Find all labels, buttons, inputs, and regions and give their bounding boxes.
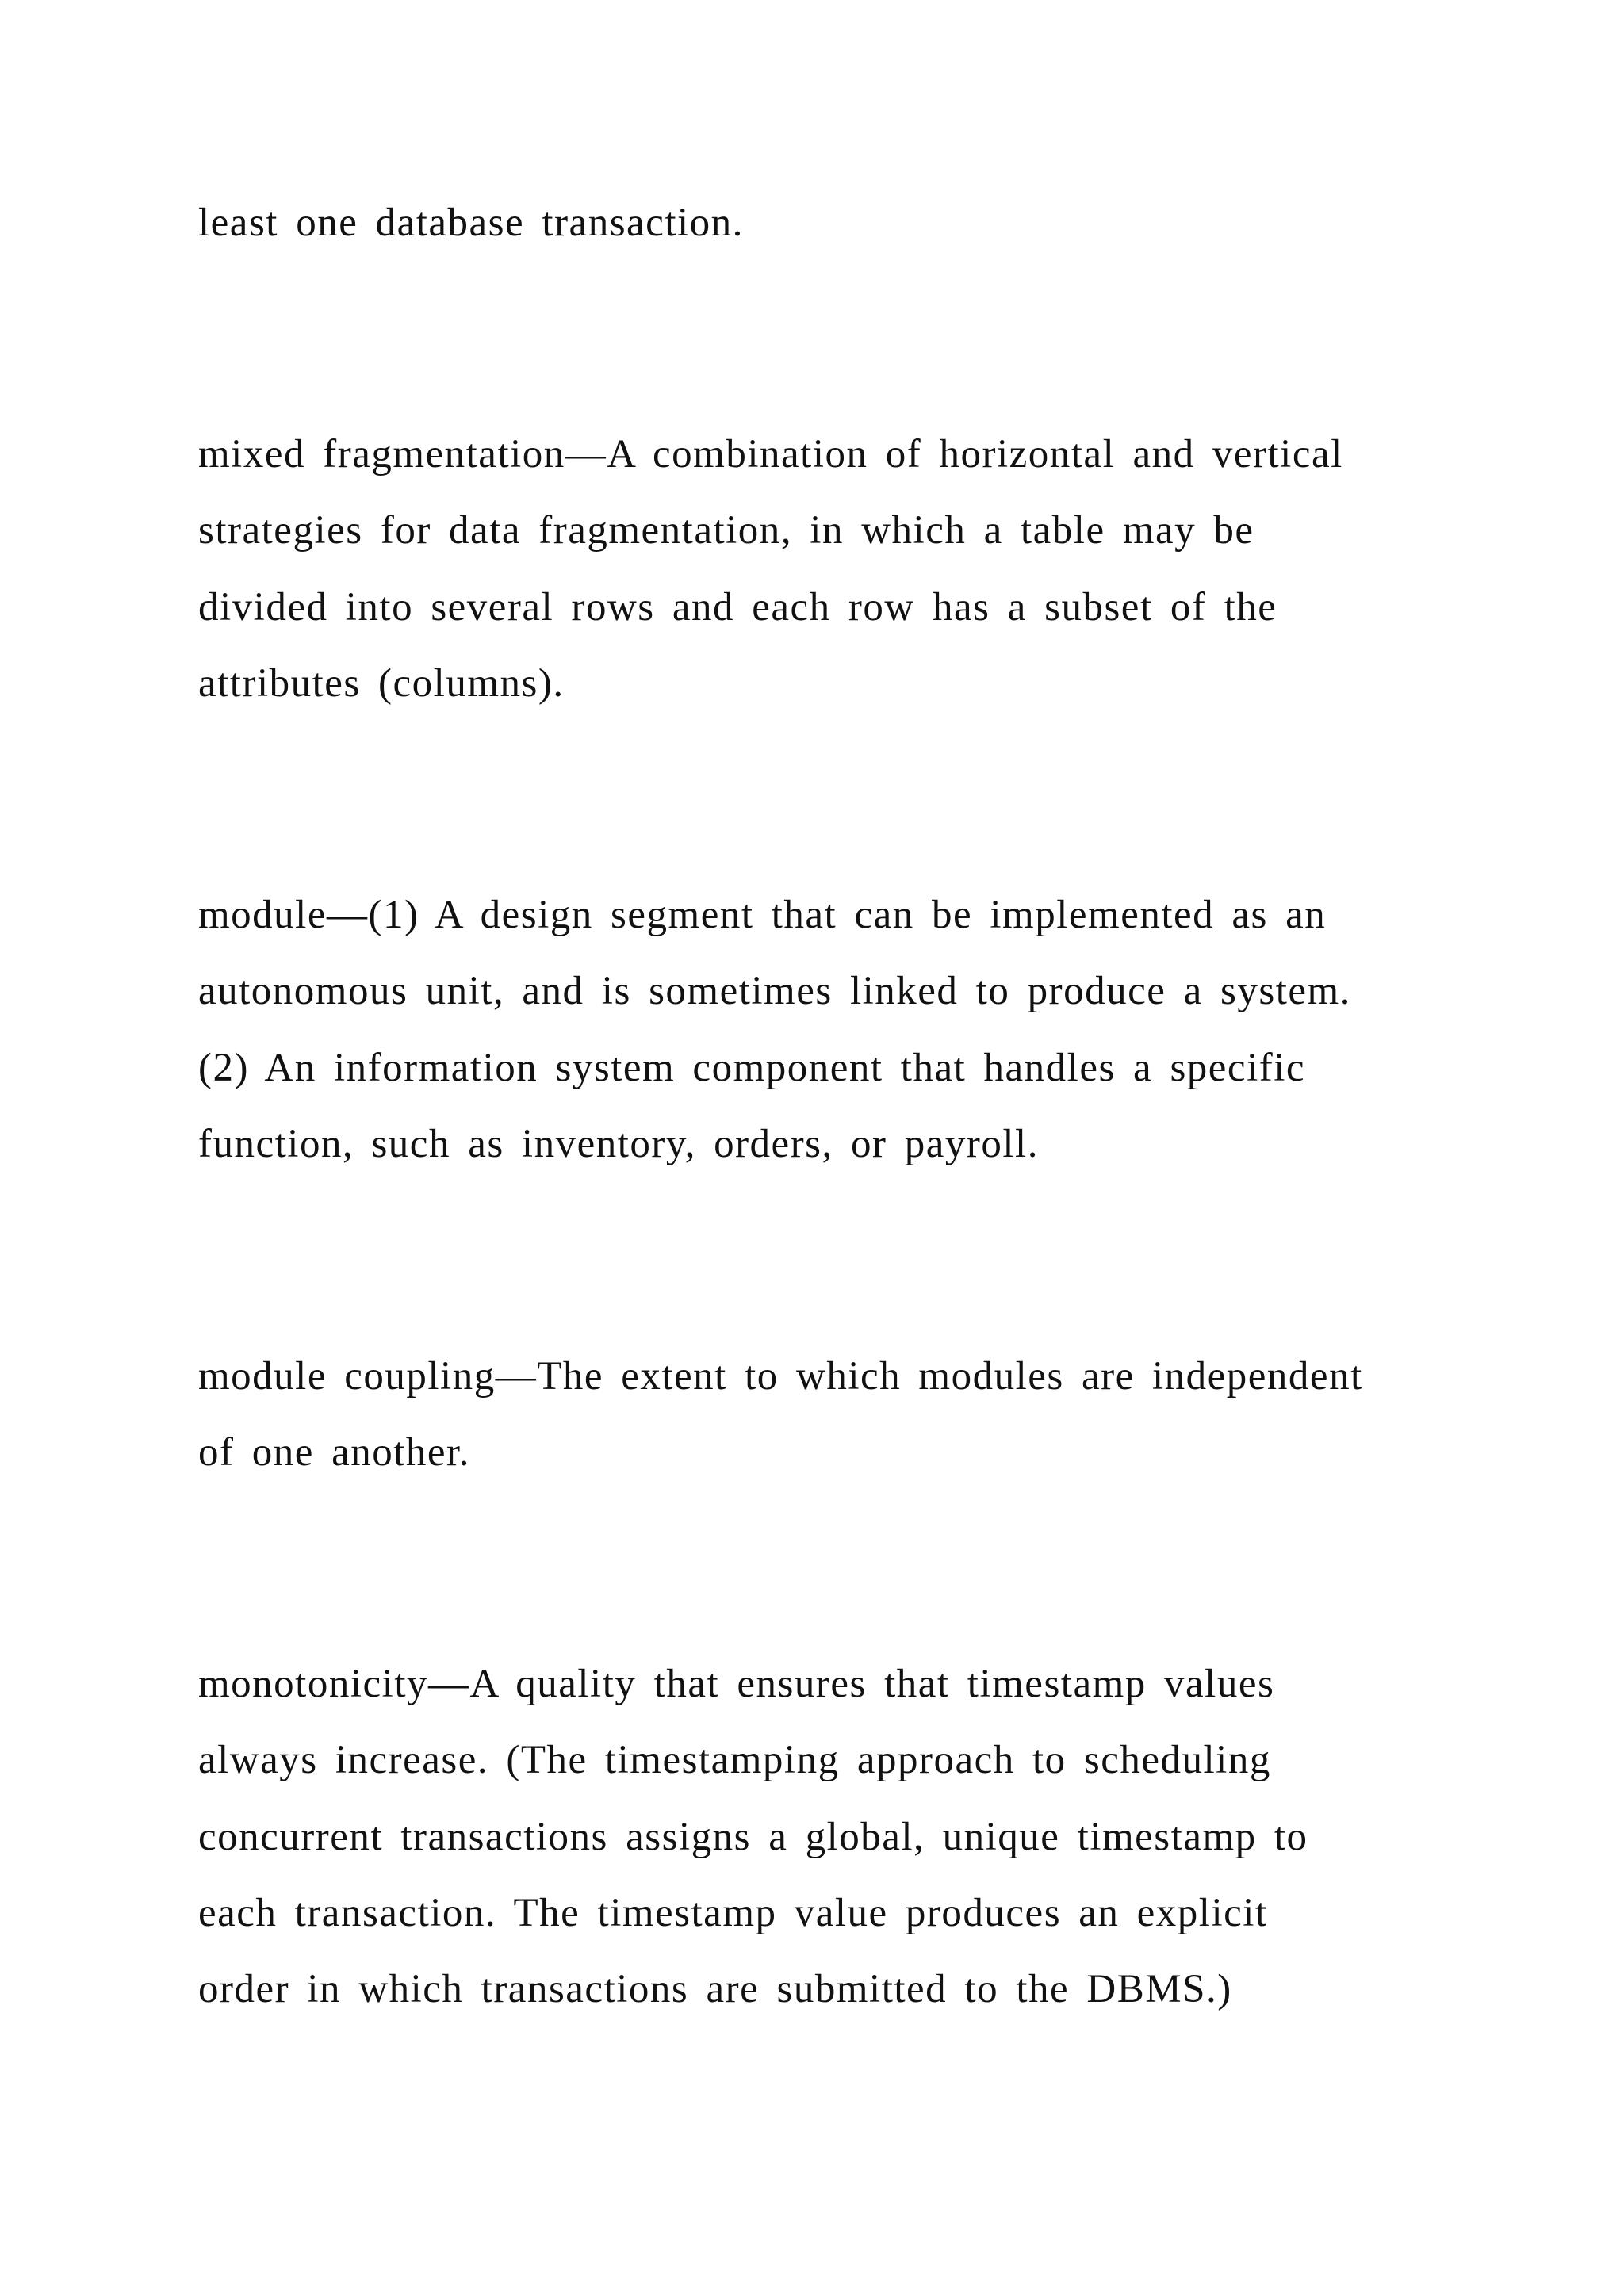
text-line: always increase. (The timestamping approach to scheduling <box>198 1738 1271 1782</box>
text-line: of one another. <box>198 1430 470 1475</box>
text-line: monotonicity—A quality that ensures that timestamp values <box>198 1662 1275 1706</box>
text-line: autonomous unit, and is sometimes linked to produce a system. <box>198 969 1351 1013</box>
text-line: attributes (columns). <box>198 661 565 706</box>
text-line: module—(1) A design segment that can be implemented as an <box>198 893 1327 937</box>
text-line: mixed fragmentation—A combination of horizontal and vertical <box>198 432 1343 476</box>
text-line: order in which transactions are submitted to the DBMS.) <box>198 1967 1232 2011</box>
text-line: least one database transaction. <box>198 201 744 245</box>
text-line: module coupling—The extent to which modules are independent <box>198 1354 1363 1399</box>
text-line: strategies for data fragmentation, in which a table may be <box>198 508 1254 553</box>
text-line: function, such as inventory, orders, or payroll. <box>198 1122 1039 1166</box>
text-line: concurrent transactions assigns a global, unique timestamp to <box>198 1815 1308 1859</box>
text-line: divided into several rows and each row has a subset of the <box>198 585 1277 629</box>
text-line: each transaction. The timestamp value produces an explicit <box>198 1891 1268 1935</box>
text-line: (2) An information system component that handles a specific <box>198 1046 1306 1090</box>
